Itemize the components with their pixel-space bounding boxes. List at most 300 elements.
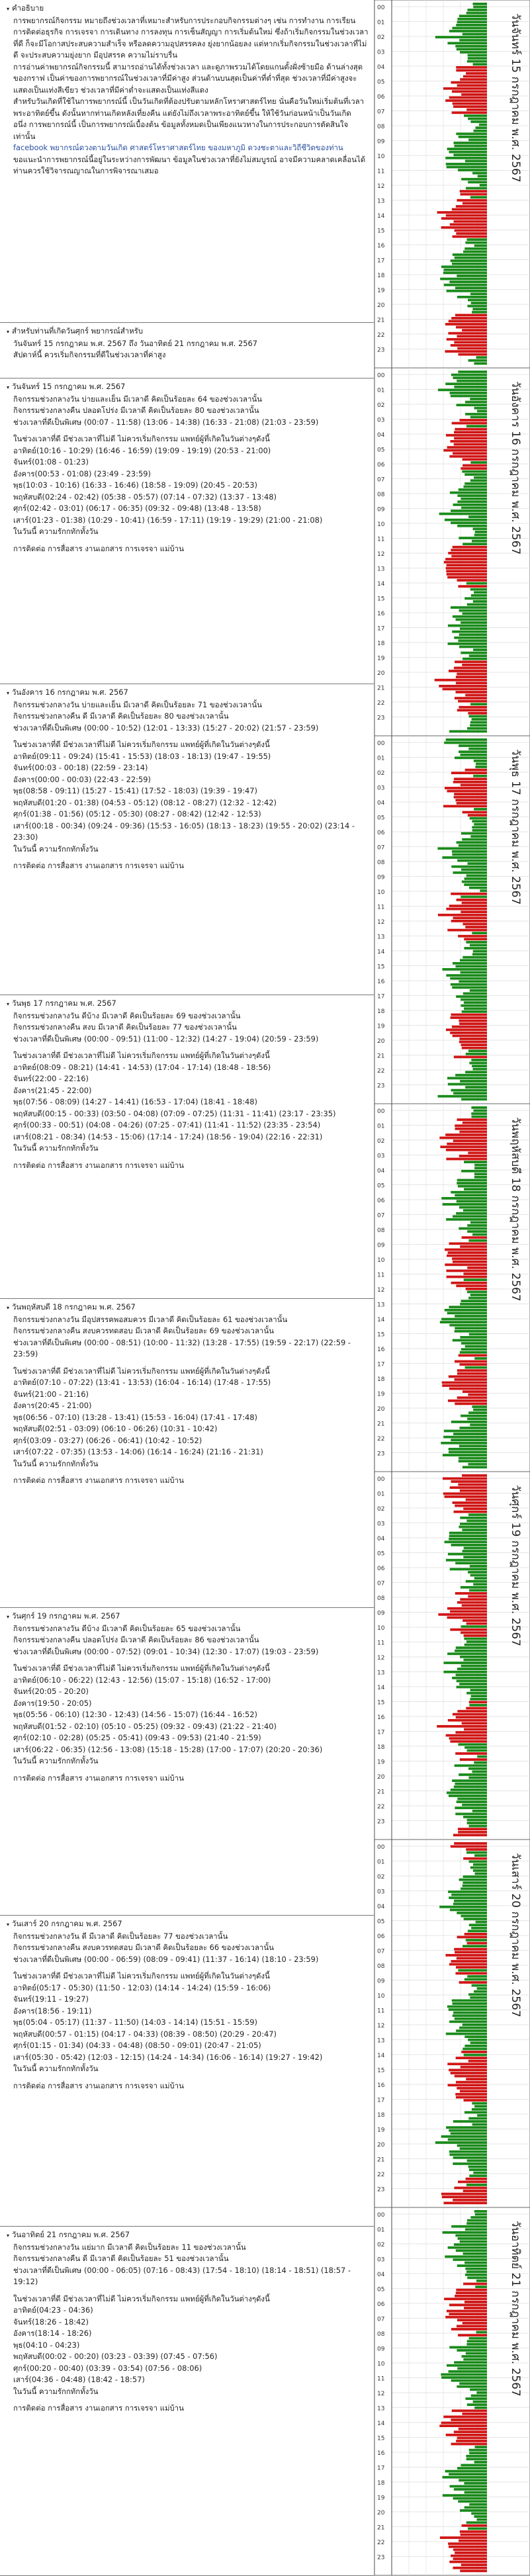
good-bar bbox=[450, 1568, 487, 1571]
hour-tick-label: 07 bbox=[377, 844, 385, 852]
weekday-slots: (06:56 - 07:10) (13:28 - 13:41) (15:53 - 16:04) (17:41 - 17:48) bbox=[22, 1412, 257, 1422]
weekday-row bbox=[7, 1062, 369, 1074]
good-bar bbox=[445, 157, 487, 159]
collapse-triangle-icon[interactable]: ▾ bbox=[7, 1001, 10, 1007]
good-bar bbox=[461, 178, 487, 181]
best-prefix: ช่วงเวลาที่ดีเป็นพิเศษ bbox=[13, 2265, 82, 2275]
day-label: วันเสาร์ 20 กรกฎาคม พ.ศ. 2567 bbox=[509, 1853, 522, 2018]
bad-bar bbox=[456, 2289, 487, 2291]
day-section bbox=[0, 378, 374, 684]
good-bar bbox=[459, 1460, 487, 1462]
hour-tick-label: 03 bbox=[377, 1521, 385, 1528]
weekday-slots: (05:56 - 06:10) (12:30 - 12:43) (14:56 - 15:07) (16:44 - 16:52) bbox=[22, 1710, 257, 1719]
good-bar bbox=[460, 959, 487, 961]
bad-bar bbox=[450, 1486, 487, 1489]
good-bar bbox=[452, 1999, 487, 2002]
good-bar bbox=[451, 1421, 487, 1423]
day-title-text: วันจันทร์ 15 กรกฎาคม พ.ศ. 2567 bbox=[12, 382, 126, 391]
weekday-row bbox=[7, 1686, 369, 1698]
bad-bar bbox=[456, 1966, 487, 1969]
good-bar bbox=[474, 1167, 487, 1169]
bad-bar bbox=[447, 576, 487, 579]
good-bar bbox=[470, 1294, 487, 1296]
good-bar bbox=[459, 1526, 487, 1529]
good-bar bbox=[461, 754, 487, 756]
good-bar bbox=[465, 1086, 487, 1088]
bad-bar bbox=[452, 208, 487, 211]
bad-bar bbox=[450, 440, 487, 443]
good-bar bbox=[463, 33, 487, 36]
weekday-label: พฤหัสบดี bbox=[13, 797, 42, 807]
bad-bar bbox=[459, 2428, 487, 2430]
weekday-label: จันทร์ bbox=[13, 2317, 32, 2327]
bad-bar bbox=[458, 1828, 487, 1830]
bad-bar bbox=[453, 916, 487, 919]
weekday-row bbox=[7, 1744, 369, 1756]
good-bar bbox=[471, 1927, 487, 1930]
good-bar bbox=[470, 721, 487, 724]
good-bar bbox=[458, 639, 487, 642]
good-bar bbox=[474, 407, 487, 410]
good-bar bbox=[453, 1215, 487, 1218]
day-title bbox=[7, 1918, 369, 1931]
hour-tick-label: 00 bbox=[377, 2212, 385, 2219]
good-bar bbox=[450, 2485, 487, 2488]
hour-tick-label: 20 bbox=[377, 1406, 385, 1413]
bad-bar bbox=[451, 772, 487, 774]
good-bar bbox=[457, 380, 487, 382]
good-bar bbox=[474, 2407, 487, 2409]
good-bar bbox=[463, 658, 487, 660]
good-bar bbox=[469, 1589, 487, 1592]
good-bar bbox=[455, 1812, 487, 1815]
good-bar bbox=[470, 817, 487, 820]
good-bar bbox=[449, 1532, 487, 1534]
good-bar bbox=[455, 1194, 487, 1196]
weekday-slots: (18:14 - 18:26) bbox=[34, 2329, 92, 2338]
good-bar bbox=[467, 2403, 487, 2406]
bad-bar bbox=[452, 1026, 487, 1028]
bad-bar bbox=[449, 1388, 487, 1390]
bad-bar bbox=[454, 2430, 487, 2433]
bad-bar bbox=[466, 1707, 487, 1710]
weekday-label: เสาร์ bbox=[13, 821, 29, 830]
good-bar bbox=[464, 482, 487, 485]
good-bar bbox=[448, 1890, 487, 1893]
good-bar bbox=[451, 1544, 487, 1546]
good-bar bbox=[468, 2039, 487, 2041]
best-slots-value: (00:00 - 09:51) (11:00 - 12:32) (14:27 - 19:04) (20:59 - 23:59) bbox=[83, 1034, 319, 1044]
good-bar bbox=[468, 862, 487, 865]
good-bar bbox=[448, 643, 487, 645]
bad-bar bbox=[453, 103, 487, 105]
bad-bar bbox=[464, 2307, 487, 2309]
good-bar bbox=[442, 856, 487, 859]
good-bar bbox=[459, 39, 487, 42]
hour-tick-label: 16 bbox=[377, 2082, 385, 2089]
hour-tick-label: 15 bbox=[377, 963, 385, 971]
weekday-label: เสาร์ bbox=[13, 2375, 29, 2384]
good-bar bbox=[466, 187, 487, 190]
weekday-slots: (04:23 - 04:36) bbox=[36, 2305, 93, 2315]
good-bar bbox=[453, 1902, 487, 1905]
day-best-slots bbox=[7, 1954, 369, 1966]
bad-bar bbox=[457, 2087, 487, 2090]
bad-bar bbox=[459, 1981, 487, 1984]
bad-bar bbox=[457, 1118, 487, 1121]
good-bar bbox=[461, 498, 487, 500]
good-bar bbox=[457, 404, 487, 406]
good-bar bbox=[473, 1409, 487, 1411]
hour-tick-label: 05 bbox=[377, 79, 385, 86]
good-bar bbox=[449, 2129, 487, 2132]
bad-bar bbox=[463, 465, 487, 467]
good-bar bbox=[453, 2014, 487, 2017]
hour-tick-label: 06 bbox=[377, 1566, 385, 1572]
collapse-triangle-icon[interactable]: ▾ bbox=[7, 6, 10, 12]
bad-bar bbox=[466, 2178, 487, 2180]
hour-tick-label: 22 bbox=[377, 1804, 385, 1810]
good-bar bbox=[466, 875, 487, 877]
bad-bar bbox=[446, 1734, 487, 1737]
good-bar bbox=[443, 1203, 487, 1206]
good-bar bbox=[443, 271, 487, 274]
good-bar bbox=[471, 594, 487, 597]
day-activity-1: กิจกรรมช่วงกลางวัน ดีบ้าง มีเวลาดี คิดเป็นร้อยละ 65 ของช่วงเวลานั้น bbox=[13, 1623, 241, 1633]
day-title bbox=[7, 998, 369, 1010]
good-bar bbox=[459, 609, 487, 612]
good-bar bbox=[466, 2521, 487, 2524]
bad-bar bbox=[453, 1035, 487, 1038]
good-bar bbox=[468, 1239, 487, 1242]
good-bar bbox=[447, 166, 487, 169]
bad-bar bbox=[450, 1032, 487, 1034]
good-bar bbox=[472, 932, 487, 934]
good-bar bbox=[465, 1071, 487, 1073]
good-bar bbox=[465, 159, 487, 162]
best-prefix: ช่วงเวลาที่ดีเป็นพิเศษ bbox=[13, 1337, 82, 1347]
good-bar bbox=[453, 504, 487, 506]
good-bar bbox=[449, 1534, 487, 1537]
weekday-label: พุธ bbox=[13, 2018, 23, 2027]
hour-tick-label: 02 bbox=[377, 1138, 385, 1145]
weekday-label: พุธ bbox=[13, 1710, 23, 1719]
weekday-label: อังคาร bbox=[13, 468, 35, 478]
bad-bar bbox=[466, 1622, 487, 1625]
hour-tick-label: 06 bbox=[377, 830, 385, 836]
good-bar bbox=[468, 1930, 487, 1932]
good-bar bbox=[435, 36, 487, 38]
hour-tick-label: 10 bbox=[377, 2361, 385, 2368]
weekday-label: อังคาร bbox=[13, 774, 35, 784]
good-bar bbox=[466, 1520, 487, 1523]
weekday-slots: (00:33 - 00:51) (04:08 - 04:26) (07:25 - 07:41) (11:41 - 11:52) (23:35 - 23:54) bbox=[26, 1120, 321, 1130]
good-bar bbox=[463, 1816, 487, 1818]
good-bar bbox=[472, 826, 487, 828]
weekday-row bbox=[7, 1982, 369, 1994]
day-label: วันพฤหัสบดี 18 กรกฎาคม พ.ศ. 2567 bbox=[509, 1117, 522, 1302]
bad-bar bbox=[454, 1948, 487, 1951]
bad-bar bbox=[451, 317, 487, 320]
good-bar bbox=[466, 2270, 487, 2273]
chart-panel bbox=[375, 2207, 530, 2575]
good-bar bbox=[466, 941, 487, 944]
good-bar bbox=[459, 15, 487, 17]
good-bar bbox=[466, 12, 487, 15]
good-bar bbox=[474, 1357, 487, 1360]
bad-bar bbox=[454, 777, 487, 780]
good-bar bbox=[461, 1586, 487, 1589]
good-bar bbox=[460, 51, 487, 54]
good-bar bbox=[473, 2172, 487, 2174]
bad-bar bbox=[456, 691, 487, 693]
weekday-row bbox=[7, 1698, 369, 1710]
good-bar bbox=[459, 2479, 487, 2481]
bad-bar bbox=[452, 2409, 487, 2412]
good-bar bbox=[455, 2018, 487, 2020]
hour-tick-label: 07 bbox=[377, 1580, 385, 1587]
good-bar bbox=[459, 980, 487, 983]
weekday-label: อาทิตย์ bbox=[13, 1378, 36, 1387]
good-bar bbox=[463, 1466, 487, 1468]
good-bar bbox=[442, 2476, 487, 2479]
good-bar bbox=[467, 1822, 487, 1824]
bad-bar bbox=[462, 902, 487, 905]
good-bar bbox=[453, 1433, 487, 1435]
bad-bar bbox=[448, 1251, 487, 1254]
bad-bar bbox=[456, 2096, 487, 2099]
collapse-triangle-icon[interactable]: ▾ bbox=[7, 384, 10, 390]
good-bar bbox=[477, 1987, 487, 1990]
today-value: ความรักกทักทั้งวัน bbox=[38, 527, 99, 536]
good-bar bbox=[459, 1773, 487, 1776]
good-bar bbox=[460, 2147, 487, 2150]
bad-bar bbox=[457, 347, 487, 350]
weekday-slots: (01:52 - 02:10) (05:10 - 05:25) (09:32 - 09:43) (21:22 - 21:40) bbox=[42, 1721, 277, 1731]
good-bar bbox=[463, 1209, 487, 1212]
day-activity-2: กิจกรรมช่วงกลางคืน สงบควรทดสอบ มีเวลาดี คิดเป็นร้อยละ 66 ของช่วงเวลานั้น bbox=[13, 1943, 274, 1952]
facebook-link[interactable]: facebook พยากรณ์ดวงตามวันเกิด ศาสตร์โหราศาสตร์ไทย ของมหาภูมิ ดวงชะตาและวิถีชีวิตของท่าน bbox=[13, 143, 343, 152]
good-bar bbox=[472, 540, 487, 543]
weekday-slots: (20:05 - 20:20) bbox=[32, 1687, 89, 1696]
hour-tick-label: 09 bbox=[377, 1978, 385, 1985]
weekday-row bbox=[7, 1423, 369, 1435]
good-bar bbox=[477, 2114, 487, 2117]
good-bar bbox=[469, 2449, 487, 2452]
bad-bar bbox=[458, 935, 487, 938]
good-bar bbox=[452, 263, 487, 265]
good-bar bbox=[470, 479, 487, 482]
weekday-row bbox=[7, 2328, 369, 2340]
collapse-triangle-icon[interactable]: ▾ bbox=[7, 329, 10, 335]
bad-bar bbox=[459, 1022, 487, 1025]
good-bar bbox=[459, 1683, 487, 1685]
good-bar bbox=[464, 2262, 487, 2264]
bad-bar bbox=[445, 323, 487, 326]
good-bar bbox=[464, 1547, 487, 1550]
good-bar bbox=[468, 54, 487, 57]
good-bar bbox=[459, 750, 487, 753]
day-today-note bbox=[7, 2386, 369, 2398]
bad-bar bbox=[449, 455, 487, 458]
hour-tick-label: 15 bbox=[377, 1331, 385, 1339]
good-bar bbox=[452, 1779, 487, 1782]
collapse-triangle-icon[interactable]: ▾ bbox=[7, 690, 10, 696]
hour-tick-label: 01 bbox=[377, 1491, 385, 1498]
hour-tick-label: 02 bbox=[377, 402, 385, 409]
good-bar bbox=[464, 1007, 487, 1010]
bad-bar bbox=[463, 811, 487, 814]
hour-tick-label: 08 bbox=[377, 1227, 385, 1234]
bad-bar bbox=[457, 802, 487, 805]
good-bar bbox=[448, 2246, 487, 2249]
good-bar bbox=[457, 21, 487, 23]
good-bar bbox=[459, 646, 487, 648]
today-value: ความรักกทักทั้งวัน bbox=[38, 1458, 99, 1468]
bad-bar bbox=[446, 434, 487, 437]
good-bar bbox=[451, 374, 487, 377]
good-bar bbox=[461, 1915, 487, 1918]
weekday-label: ศุกร์ bbox=[13, 1120, 27, 1130]
day-label: วันพุธ 17 กรกฎาคม พ.ศ. 2567 bbox=[509, 749, 522, 905]
good-bar bbox=[469, 2168, 487, 2171]
day-label: วันอังคาร 16 กรกฎาคม พ.ศ. 2567 bbox=[509, 381, 522, 555]
good-bar bbox=[474, 823, 487, 826]
weekday-label: อาทิตย์ bbox=[13, 445, 36, 455]
day-title bbox=[7, 1611, 369, 1623]
hour-tick-label: 04 bbox=[377, 1904, 385, 1910]
bad-bar bbox=[455, 1378, 487, 1381]
bad-bar bbox=[457, 199, 487, 202]
bad-bar bbox=[455, 1592, 487, 1595]
good-bar bbox=[474, 1577, 487, 1579]
bad-bar bbox=[453, 452, 487, 455]
good-bar bbox=[443, 968, 487, 971]
weekday-slots: (07:56 - 08:09) (14:27 - 14:41) (16:53 - 17:04) (18:41 - 18:48) bbox=[22, 1097, 257, 1106]
bad-bar bbox=[463, 2190, 487, 2192]
bad-bar bbox=[457, 1710, 487, 1712]
collapse-triangle-icon[interactable]: ▾ bbox=[7, 1922, 10, 1928]
good-bar bbox=[470, 835, 487, 838]
good-bar bbox=[444, 742, 487, 744]
bad-bar bbox=[459, 1155, 487, 1157]
hour-tick-label: 13 bbox=[377, 1302, 385, 1309]
collapse-triangle-icon[interactable]: ▾ bbox=[7, 1305, 10, 1311]
good-bar bbox=[463, 612, 487, 615]
weekday-slots: (10:16 - 10:29) (16:46 - 16:59) (19:09 - 19:19) (20:53 - 21:00) bbox=[36, 445, 271, 455]
bad-bar bbox=[445, 350, 487, 353]
hour-tick-label: 05 bbox=[377, 815, 385, 822]
good-bar bbox=[470, 724, 487, 727]
best-prefix: ช่วงเวลาที่ดีเป็นพิเศษ bbox=[13, 1646, 82, 1656]
good-bar bbox=[459, 2027, 487, 2029]
bad-bar bbox=[457, 673, 487, 676]
hour-tick-label: 20 bbox=[377, 302, 385, 309]
weekday-row bbox=[7, 468, 369, 480]
collapse-triangle-icon[interactable]: ▾ bbox=[7, 2233, 10, 2239]
bad-bar bbox=[466, 109, 487, 111]
good-bar bbox=[449, 2346, 487, 2349]
collapse-triangle-icon[interactable]: ▾ bbox=[7, 1614, 10, 1620]
weekday-row bbox=[7, 503, 369, 515]
good-bar bbox=[472, 1810, 487, 1812]
good-bar bbox=[464, 1918, 487, 1920]
bad-bar bbox=[460, 1245, 487, 1248]
hour-tick-label: 03 bbox=[377, 1153, 385, 1160]
hour-tick-label: 14 bbox=[377, 949, 385, 955]
good-bar bbox=[474, 808, 487, 811]
bad-bar bbox=[451, 81, 487, 84]
bad-bar bbox=[456, 1284, 487, 1287]
bad-bar bbox=[447, 929, 487, 932]
explanation-paragraph-6: ขอแนะนำการพยากรณ์นี้อยู่ในระหว่างการพัฒนา ข้อมูลในช่วงเวลาที่ยังไม่สมบูรณ์ อาจมีความคลาดเคลื่อนได้ ท่านควรใช้วิจารณญาณในการพิจารณาเสมอ bbox=[13, 154, 366, 175]
weekday-slots: (02:42 - 03:01) (06:17 - 06:35) (09:32 - 09:48) (13:48 - 13:58) bbox=[26, 504, 261, 513]
good-bar bbox=[439, 513, 487, 515]
hour-tick-label: 10 bbox=[377, 154, 385, 160]
good-bar bbox=[468, 118, 487, 120]
good-bar bbox=[441, 1442, 487, 1444]
bad-bar bbox=[460, 419, 487, 422]
bad-bar bbox=[451, 1480, 487, 1483]
hour-tick-label: 11 bbox=[377, 904, 385, 911]
good-bar bbox=[477, 1755, 487, 1758]
weekday-row bbox=[7, 1675, 369, 1687]
good-bar bbox=[472, 1065, 487, 1067]
day-section bbox=[0, 1916, 374, 2227]
hour-tick-label: 08 bbox=[377, 124, 385, 130]
bad-bar bbox=[447, 2310, 487, 2313]
good-bar bbox=[468, 1767, 487, 1770]
hour-tick-label: 14 bbox=[377, 2421, 385, 2427]
good-bar bbox=[453, 154, 487, 156]
good-bar bbox=[462, 881, 487, 883]
good-bar bbox=[441, 1197, 487, 1200]
bad-bar bbox=[446, 1028, 487, 1031]
good-bar bbox=[466, 582, 487, 585]
hour-tick-label: 23 bbox=[377, 347, 385, 354]
good-bar bbox=[455, 1327, 487, 1329]
bad-bar bbox=[468, 1152, 487, 1155]
good-bar bbox=[469, 2337, 487, 2340]
good-bar bbox=[464, 947, 487, 950]
day-today-note bbox=[7, 844, 369, 856]
weekday-row bbox=[7, 1721, 369, 1733]
good-bar bbox=[437, 847, 487, 850]
good-bar bbox=[473, 63, 487, 66]
bad-bar bbox=[468, 712, 487, 715]
bad-bar bbox=[455, 1951, 487, 1953]
good-bar bbox=[460, 1523, 487, 1525]
bad-bar bbox=[453, 236, 487, 238]
hour-tick-label: 03 bbox=[377, 49, 385, 56]
good-bar bbox=[472, 953, 487, 955]
good-bar bbox=[444, 1662, 487, 1664]
bad-bar bbox=[447, 1617, 487, 1619]
good-bar bbox=[461, 1170, 487, 1173]
good-bar bbox=[459, 1879, 487, 1881]
weekday-slots: (21:00 - 21:16) bbox=[32, 1389, 89, 1399]
bad-bar bbox=[456, 69, 487, 71]
good-bar bbox=[447, 2364, 487, 2367]
weekday-slots: (01:08 - 01:23) bbox=[32, 457, 89, 466]
good-bar bbox=[470, 1565, 487, 1568]
good-bar bbox=[466, 425, 487, 427]
good-bar bbox=[461, 1888, 487, 1890]
weekday-slots: (21:45 - 22:00) bbox=[34, 1085, 92, 1095]
good-bar bbox=[457, 494, 487, 497]
bad-bar bbox=[448, 2542, 487, 2545]
good-bar bbox=[474, 1176, 487, 1178]
